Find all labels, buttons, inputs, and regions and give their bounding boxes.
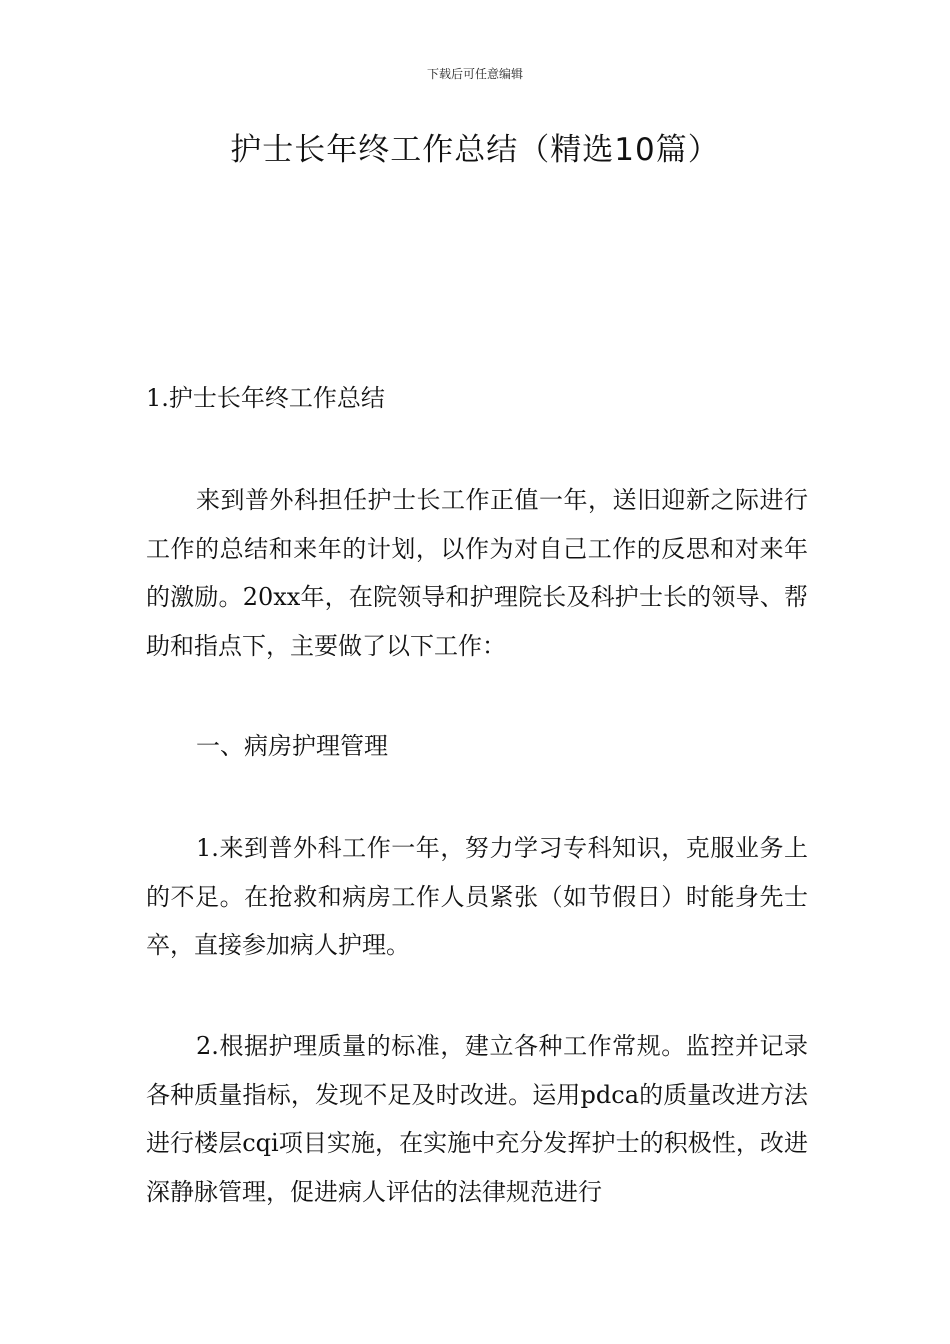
item-paragraph-1: 1.来到普外科工作一年，努力学习专科知识，克服业务上的不足。在抢救和病房工作人员紧张（如节假日）时能身先士卒，直接参加病人护理。: [146, 834, 808, 959]
document-title: 护士长年终工作总结（精选10篇）: [230, 132, 720, 168]
item-paragraph-2: 2.根据护理质量的标准，建立各种工作常规。监控并记录各种质量指标，发现不足及时改进。运用pdca的质量改进方法进行楼层cqi项目实施，在实施中充分发挥护士的积极性，改进深静脉管理，促进病人评估的法律规范进行: [146, 1032, 808, 1206]
header-note: 下载后可任意编辑: [426, 67, 523, 81]
intro-paragraph: 来到普外科担任护士长工作正值一年，送旧迎新之际进行工作的总结和来年的计划，以作为对自己工作的反思和对来年的激励。20xx年，在院领导和护理院长及科护士长的领导、帮助和指点下，主要做了以下工作：: [146, 486, 808, 660]
subsection-heading: 一、病房护理管理: [196, 732, 388, 760]
section-heading: 1.护士长年终工作总结: [146, 384, 385, 412]
